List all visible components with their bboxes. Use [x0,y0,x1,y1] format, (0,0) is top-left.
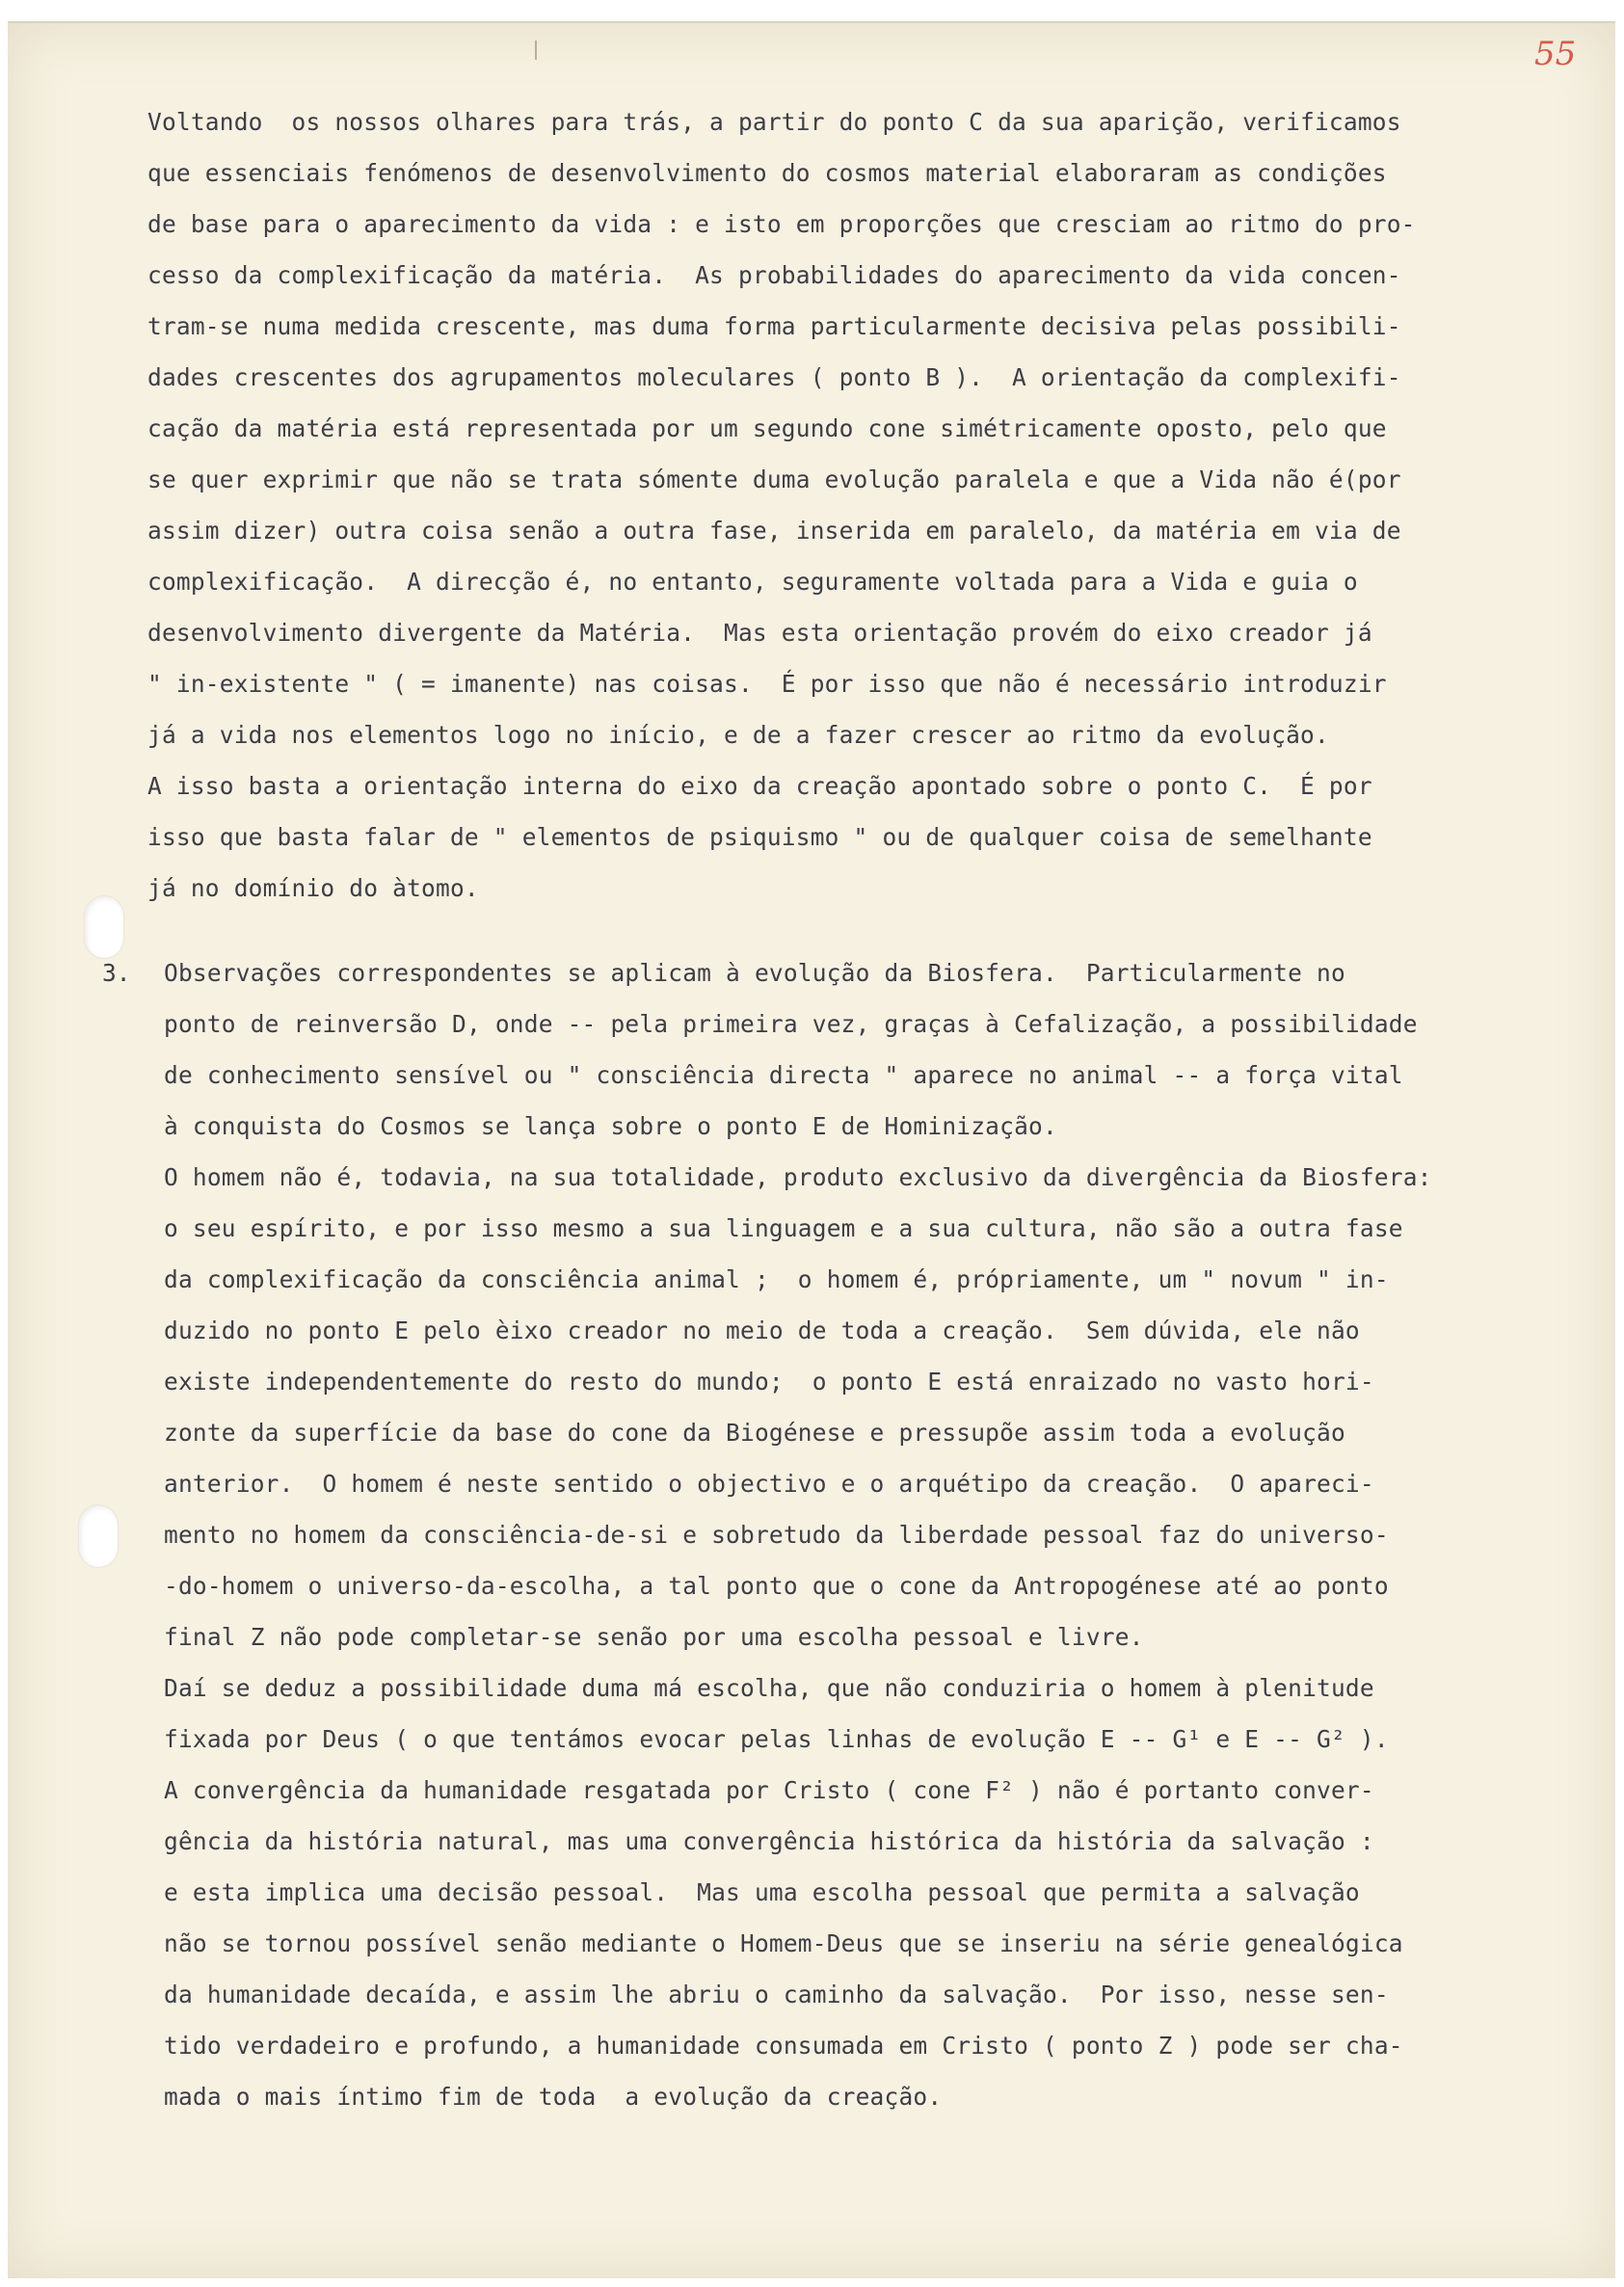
text-line: se quer exprimir que não se trata sómente duma evolução paralela e que a Vida não é(por [147,465,1401,493]
text-line: cesso da complexificação da matéria. As probabilidades do aparecimento da vida concen- [147,261,1401,289]
text-line: Daí se deduz a possibilidade duma má escolha, que não conduziria o homem à plenitude [164,1674,1374,1702]
text-line: assim dizer) outra coisa senão a outra fase, inserida em paralelo, da matéria em via de [147,517,1401,545]
text-line: Voltando os nossos olhares para trás, a partir do ponto C da sua aparição, verificamos [147,108,1401,136]
text-line: à conquista do Cosmos se lança sobre o ponto E de Hominização. [164,1112,1057,1140]
text-line: isso que basta falar de " elementos de psiquismo " ou de qualquer coisa de semelhante [147,823,1372,851]
text-line: -do-homem o universo-da-escolha, a tal ponto que o cone da Antropogénese até ao ponto [164,1572,1389,1600]
text-line: o seu espírito, e por isso mesmo a sua linguagem e a sua cultura, não são a outra fase [164,1214,1403,1242]
text-line: " in-existente " ( = imanente) nas coisas. É por isso que não é necessário introduzir [147,670,1387,698]
text-line: de conhecimento sensível ou " consciência directa " aparece no animal -- a força vital [164,1061,1403,1089]
punch-hole-bottom [79,1505,118,1567]
text-line: O homem não é, todavia, na sua totalidade, produto exclusivo da divergência da Biosfera: [164,1163,1432,1191]
pencil-mark [535,40,537,60]
text-line: A convergência da humanidade resgatada por Cristo ( cone F² ) não é portanto conver- [164,1776,1374,1804]
text-line: Observações correspondentes se aplicam à evolução da Biosfera. Particularmente no [164,959,1345,987]
text-line: dades crescentes dos agrupamentos moleculares ( ponto B ). A orientação da complexifi- [147,363,1401,391]
text-line: desenvolvimento divergente da Matéria. Mas esta orientação provém do eixo creador já [147,619,1372,647]
text-line: tido verdadeiro e profundo, a humanidade consumada em Cristo ( ponto Z ) pode ser cha- [164,2032,1403,2060]
text-line: tram-se numa medida crescente, mas duma forma particularmente decisiva pelas possibili- [147,312,1401,340]
text-line: zonte da superfície da base do cone da Biogénese e pressupõe assim toda a evolução [164,1419,1345,1447]
text-line: da complexificação da consciência animal ; o homem é, própriamente, um " novum " in- [164,1265,1389,1293]
text-line: e esta implica uma decisão pessoal. Mas uma escolha pessoal que permita a salvação [164,1878,1360,1906]
text-line: complexificação. A direcção é, no entanto, seguramente voltada para a Vida e guia o [147,568,1358,596]
punch-hole-top [85,896,123,958]
text-line: fixada por Deus ( o que tentámos evocar pelas linhas de evolução E -- G¹ e E -- G² ). [164,1725,1389,1753]
text-line: duzido no ponto E pelo èixo creador no meio de toda a creação. Sem dúvida, ele não [164,1316,1360,1344]
section-number: 3. [102,959,131,987]
text-line: mada o mais íntimo fim de toda a evolução da creação. [164,2083,943,2111]
text-line: mento no homem da consciência-de-si e sobretudo da liberdade pessoal faz do universo- [164,1521,1389,1549]
page-number: 55 [1534,35,1577,73]
text-line: A isso basta a orientação interna do eixo da creação apontado sobre o ponto C. É por [147,772,1372,800]
text-line: final Z não pode completar-se senão por uma escolha pessoal e livre. [164,1623,1144,1651]
text-line: já a vida nos elementos logo no início, e de a fazer crescer ao ritmo da evolução. [147,721,1329,749]
text-line: ponto de reinversão D, onde -- pela primeira vez, graças à Cefalização, a possibilidade [164,1010,1418,1038]
text-line: cação da matéria está representada por um segundo cone simétricamente oposto, pelo que [147,414,1387,442]
text-line: gência da história natural, mas uma convergência histórica da história da salvação : [164,1827,1374,1855]
text-line: de base para o aparecimento da vida : e isto em proporções que cresciam ao ritmo do pro- [147,210,1416,238]
text-line: não se tornou possível senão mediante o Homem-Deus que se inseriu na série genealógica [164,1929,1403,1957]
text-line: existe independentemente do resto do mundo; o ponto E está enraizado no vasto hori- [164,1368,1374,1396]
text-line: anterior. O homem é neste sentido o objectivo e o arquétipo da creação. O apareci- [164,1470,1374,1498]
text-line: da humanidade decaída, e assim lhe abriu o caminho da salvação. Por isso, nesse sen- [164,1981,1389,2008]
text-line: que essenciais fenómenos de desenvolvimento do cosmos material elaboraram as condições [147,159,1387,187]
text-line: já no domínio do àtomo. [147,874,479,902]
